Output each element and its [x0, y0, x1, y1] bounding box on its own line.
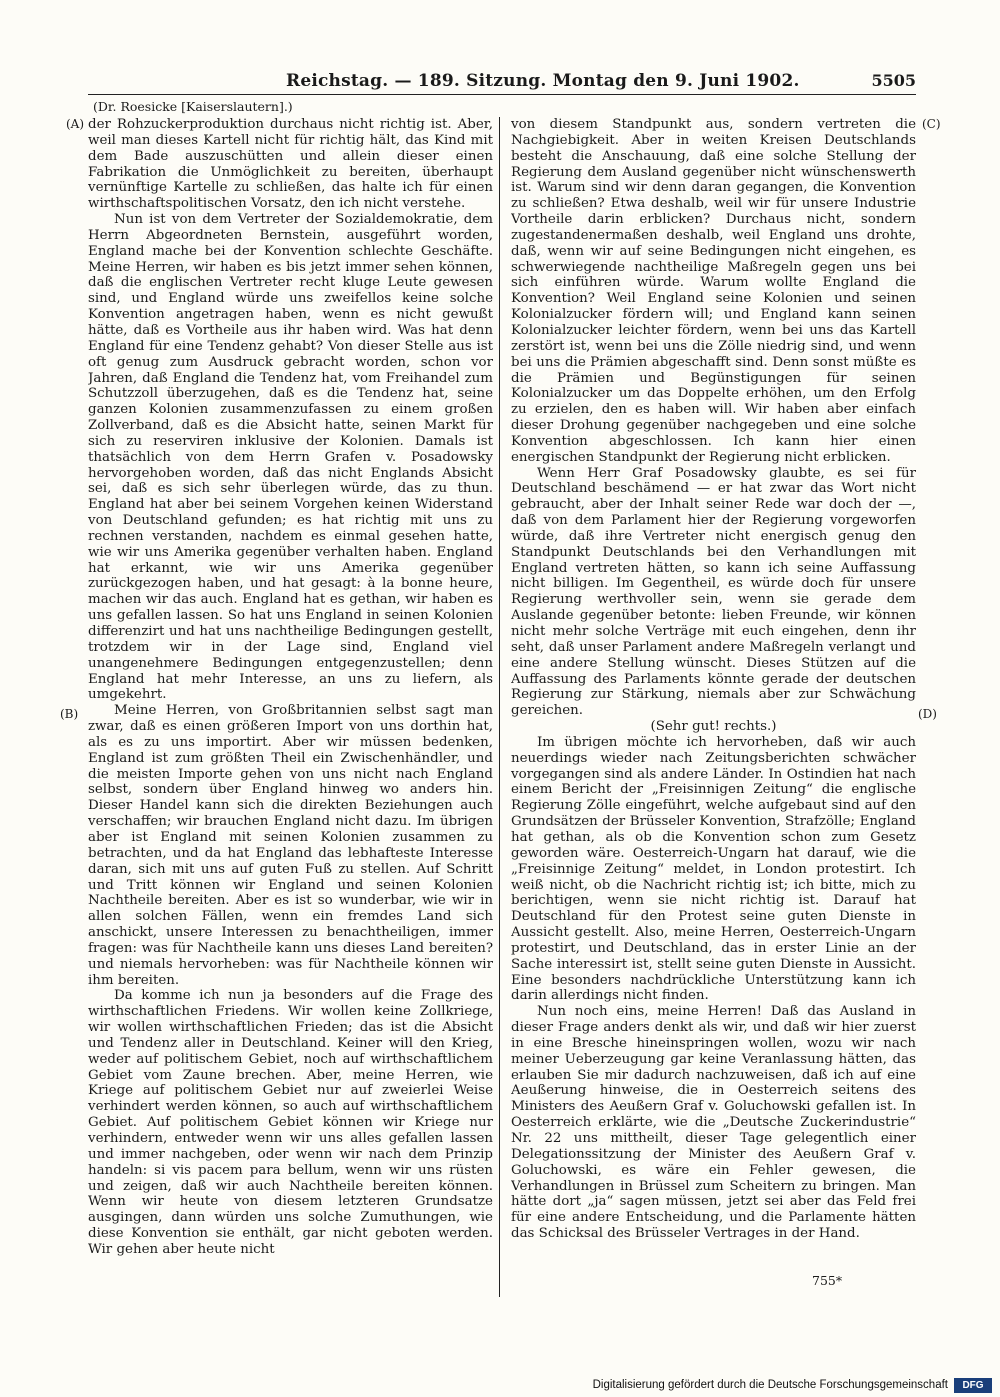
- left-column: [88, 117, 493, 1297]
- header-rule: [88, 94, 916, 95]
- funding-credit: Digitalisierung gefördert durch die Deutsche Forschungsgemeinschaft: [592, 1379, 948, 1391]
- column-divider: [499, 117, 500, 1297]
- paragraph: Nun ist von dem Vertreter der Sozialdemokratie, dem Herrn Abgeordneten Bernstein, ausgeführt worden, England mache bei der Konvention schlechte Geschäfte. Meine Herren, wir haben es bis jetzt immer sehen können, daß die englischen Vertreter recht kluge Leute gewesen sind, und England würde uns zweifellos keine solche Konvention angetragen haben, wenn es nicht gewußt hätte, daß es Vortheile aus ihr haben wird. Was hat denn England für eine Tendenz gehabt? Von dieser Stelle aus ist oft genug zum Ausdruck gebracht worden, schon vor Jahren, daß England die Tendenz hat, vom Freihandel zum Schutzzoll überzugehen, daß es die Tendenz hat, seine ganzen Kolonien zusammenzufassen zu einem großen Zollverband, daß es die Absicht hatte, seinen Markt für sich zu reserviren inklusive der Kolonien. Damals ist thatsächlich von dem Herrn Grafen v. Posadowsky hervorgehoben worden, daß das nicht Englands Absicht sei, daß es sich sehr überlegen würde, das zu thun. England hat aber bei seinem Vorgehen keinen Widerstand von Deutschland gefunden; es hat richtig mit uns zu rechnen verstanden, nachdem es einmal gesehen hatte, wie wir uns Amerika gegenüber verhalten haben. England hat erkannt, wie wir uns Amerika gegenüber zurückgezogen haben, und hat gesagt: à la bonne heure, machen wir das auch. England hat es gethan, wir haben es uns gefallen lassen. So hat uns England in seinen Kolonien differenzirt und hat uns nachtheilige Bedingungen gestellt, trotzdem wir in der Lage sind, England viel unangenehmere Bedingungen entgegenzustellen; denn England hat mehr Interesse, an uns zu liefern, als umgekehrt.: [88, 212, 493, 703]
- running-title: Reichstag. — 189. Sitzung. Montag den 9. Juni 1902.: [286, 71, 800, 91]
- right-column: [511, 117, 916, 1269]
- margin-marker-c: (C): [922, 117, 941, 131]
- page-header: [88, 71, 916, 95]
- signature-number: 755*: [812, 1273, 843, 1288]
- paragraph: Wenn Herr Graf Posadowsky glaubte, es sei für Deutschland beschämend — er hat zwar das Wort nicht gebraucht, aber der Inhalt seiner Rede war doch der —, daß von dem Parlament hier der Regierung vorgeworfen würde, daß ihre Vertreter nicht energisch genug den Standpunkt Deutschlands bei den Verhandlungen mit England vertreten hätten, so kann ich seine Auffassung nicht billigen. Im Gegentheil, es würde doch für unsere Regierung werthvoller sein, wenn sie gerade dem Auslande gegenüber betonte: lieben Freunde, wir können nicht mehr solche Verträge mit euch eingehen, denn ihr seht, daß unser Parlament andere Maßregeln verlangt und eine andere Stellung wünscht. Dieses Stützen auf die Auffassung des Parlaments könnte gerade der deutschen Regierung zur Stärkung, niemals aber zur Schwächung gereichen.: [511, 465, 916, 719]
- paragraph: Da komme ich nun ja besonders auf die Frage des wirthschaftlichen Friedens. Wir wollen keine Zollkriege, wir wollen wirthschaftlichen Frieden; das ist die Absicht und Tendenz aller in Deutschland. Keiner will den Krieg, weder auf politischem Gebiet, noch auf wirthschaftlichem Gebiet vom Zaune brechen. Aber, meine Herren, wie Kriege auf politischem Gebiet nur auf zweierlei Weise verhindert werden können, so auch auf wirthschaftlichem Gebiet. Auf politischem Gebiet können wir Kriege nur verhindern, entweder wenn wir uns alles gefallen lassen und immer nachgeben, oder wenn wir nach dem Prinzip handeln: si vis pacem para bellum, wenn wir uns rüsten und zeigen, daß wir auch Nachtheile bereiten können. Wenn wir heute von diesem letzteren Grundsatze ausgingen, dann würden uns solche Zumuthungen, wie diese Konvention sie enthält, gar nicht geboten werden. Wir gehen aber heute nicht: [88, 988, 493, 1257]
- dfg-logo-icon: DFG: [954, 1378, 992, 1393]
- margin-marker-d: (D): [918, 707, 937, 721]
- digitization-footer: [0, 1376, 1000, 1397]
- paragraph: Im übrigen möchte ich hervorheben, daß wir auch neuerdings wieder nach Zeitungsberichten schwächer vorgegangen sind als andere Länder. In Ostindien hat nach einem Bericht der „Freisinnigen Zeitung“ die englische Regierung Zölle eingeführt, welche aufgebaut sind auf den Grundsätzen der Brüsseler Konvention, Strafzölle; England hat gethan, als ob die Konvention schon zum Gesetz geworden wäre. Oesterreich-Ungarn hat darauf, wie die „Freisinnige Zeitung“ meldet, in London protestirt. Ich weiß nicht, ob die Nachricht richtig ist; ich bitte, mich zu berichtigen, wenn sie nicht richtig ist. Darauf hat Deutschland für den Protest seine guten Dienste in Aussicht gestellt. Also, meine Herren, Oesterreich-Ungarn protestirt, und Deutschland, das in erster Linie an der Sache interessirt ist, stellt seine guten Dienste in Aussicht. Eine besonders nachdrückliche Unterstützung kann ich darin allerdings nicht finden.: [511, 734, 916, 1004]
- interjection: (Sehr gut! rechts.): [650, 719, 777, 735]
- paragraph: der Rohzuckerproduktion durchaus nicht richtig ist. Aber, weil man dieses Kartell nicht für richtig hält, das Kind mit dem Bade auszuschütten und allein dieser einen Fabrikation die Unmöglichkeit zu bereiten, überhaupt vernünftige Kartelle zu schließen, das halte ich für einen wirthschaftspolitischen Vorsatz, den ich nicht verstehe.: [88, 117, 493, 212]
- paragraph: Nun noch eins, meine Herren! Daß das Ausland in dieser Frage anders denkt als wir, und daß wir hier zuerst in eine Bresche hineinspringen wollen, wozu wir nach meiner Ueberzeugung gar keine Veranlassung hätten, das erlauben Sie mir dadurch nachzuweisen, daß ich auf eine Aeußerung hinweise, die in Oesterreich seitens des Ministers des Aeußern Graf v. Goluchowski gefallen ist. In Oesterreich erklärte, wie die „Deutsche Zuckerindustrie“ Nr. 22 uns mittheilt, dieser Tage gelegentlich einer Delegationssitzung der Minister des Aeußern Graf v. Goluchowski, es wäre ein Fehler gewesen, die Verhandlungen in Brüssel zum Scheitern zu bringen. Man hätte dort „ja“ sagen müssen, jetzt sei aber das Feld frei für eine andere Entscheidung, und die Parlamente hätten das Schicksal des Brüsseler Vertrages in der Hand.: [511, 1004, 916, 1242]
- paragraph: Meine Herren, von Großbritannien selbst sagt man zwar, daß es einen größeren Import von uns dorthin hat, als es zu uns importirt. Aber wir müssen bedenken, England ist zum größten Theil ein Zwischenhändler, und die meisten Importe gehen von uns nicht nach England selbst, sondern über England hinweg wo anders hin. Dieser Handel kann sich die direkten Beziehungen auch verschaffen; wir brauchen England nicht dazu. Im übrigen aber ist England mit seinen Kolonien zusammen zu betrachten, und da hat England das lebhafteste Interesse daran, sich mit uns auf guten Fuß zu stellen. Auf Schritt und Tritt können wir England und seinen Kolonien Nachtheile bereiten. Aber es ist so wunderbar, wie wir in allen solchen Fällen, wenn ein fremdes Land sich anschickt, unsere Interessen zu benachtheiligen, immer fragen: was für Nachtheile kann uns dieses Land bereiten? und niemals hervorheben: was für Nachtheile können wir ihm bereiten.: [88, 703, 493, 988]
- speaker-line: (Dr. Roesicke [Kaiserslautern].): [93, 99, 293, 114]
- paragraph: von diesem Standpunkt aus, sondern vertreten die Nachgiebigkeit. Aber in weiten Kreisen Deutschlands besteht die Anschauung, daß eine solche Stellung der Regierung dem Ausland gegenüber nicht wünschenswerth ist. Warum sind wir denn daran gegangen, die Konvention zu schließen? Etwa deshalb, weil wir für unsere Industrie Vortheile darin erblicken? Durchaus nicht, sondern zugestandenermaßen deshalb, weil England uns drohte, daß, wenn wir auf seine Bedingungen nicht eingehen, es schwerwiegende nachtheilige Maßregeln gegen uns bei sich einführen würde. Warum wollte England die Konvention? Weil England seine Kolonien und seinen Kolonialzucker fördern will; und England kann seinen Kolonialzucker leichter fördern, wenn bei uns das Kartell zerstört ist, wenn bei uns die Zölle niedrig sind, und wenn bei uns die Prämien abgeschafft sind. Denn sonst müßte es die Prämien und Begünstigungen für seinen Kolonialzucker um das Doppelte erhöhen, um den Erfolg zu erzielen, den es haben will. Wir haben aber einfach dieser Drohung gegenüber nachgegeben und eine solche Konvention abgeschlossen. Ich kann hier einen energischen Standpunkt der Regierung nicht erblicken.: [511, 117, 916, 465]
- margin-marker-b: (B): [60, 707, 79, 721]
- margin-marker-a: (A): [66, 117, 85, 131]
- page-number: 5505: [871, 71, 916, 90]
